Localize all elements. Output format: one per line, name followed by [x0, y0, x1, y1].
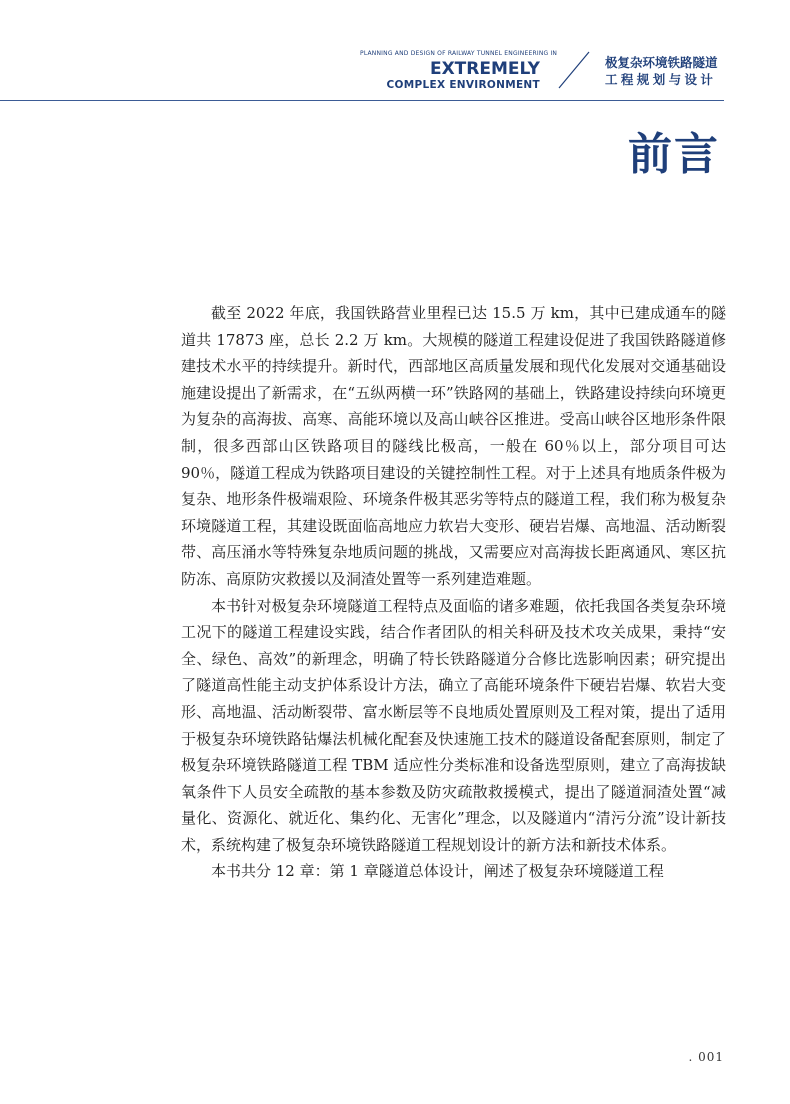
- header-english-line1: PLANNING AND DESIGN OF RAILWAY TUNNEL ENGINEERING IN: [360, 50, 558, 57]
- paragraph-1: 截至 2022 年底，我国铁路营业里程已达 15.5 万 km，其中已建成通车的隧道共 17873 座，总长 2.2 万 km。大规模的隧道工程建设促进了我国铁路隧道修建技术水平的持续提升。新时代，西部地区高质量发展和现代化发展对交通基础设施建设提出了新需求，在“五纵两横一环”铁路网的基础上，铁路建设持续向环境更为复杂的高海拔、高寒、高能环境以及高山峡谷区推进。受高山峡谷区地形条件限制，很多西部山区铁路项目的隧线比极高，一般在 60％以上，部分项目可达 90％，隧道工程成为铁路项目建设的关键控制性工程。对于上述具有地质条件极为复杂、地形条件极端艰险、环境条件极其恶劣等特点的隧道工程，我们称为极复杂环境隧道工程，其建设既面临高地应力软岩大变形、硬岩岩爆、高地温、活动断裂带、高压涌水等特殊复杂地质问题的挑战，又需要应对高海拔长距离通风、寒区抗防冻、高原防灾救援以及洞渣处置等一系列建造难题。: [181, 304, 726, 588]
- paragraph-3: 本书共分 12 章：第 1 章隧道总体设计，阐述了极复杂环境隧道工程: [211, 862, 664, 881]
- header-english-line3: COMPLEX ENVIRONMENT: [386, 79, 540, 91]
- header-slash-divider: [557, 50, 591, 90]
- body-text: [181, 300, 726, 885]
- header-divider-line: [0, 100, 724, 101]
- page-number: . 001: [688, 1050, 724, 1064]
- header-english-line2: EXTREMELY: [429, 59, 540, 79]
- header-chinese-line1: 极复杂环境铁路隧道: [605, 55, 718, 70]
- header-chinese-series-title: [605, 54, 718, 88]
- page-title: 前言: [628, 129, 720, 180]
- header-chinese-line2: 工程规划与设计: [605, 72, 717, 87]
- paragraph-2: 本书针对极复杂环境隧道工程特点及面临的诸多难题，依托我国各类复杂环境工况下的隧道工程建设实践，结合作者团队的相关科研及技术攻关成果，秉持“安全、绿色、高效”的新理念，明确了特长铁路隧道分合修比选影响因素；研究提出了隧道高性能主动支护体系设计方法，确立了高能环境条件下硬岩岩爆、软岩大变形、高地温、活动断裂带、富水断层等不良地质处置原则及工程对策，提出了适用于极复杂环境铁路钻爆法机械化配套及快速施工技术的隧道设备配套原则，制定了极复杂环境铁路隧道工程 TBM 适应性分类标准和设备选型原则，建立了高海拔缺氧条件下人员安全疏散的基本参数及防灾疏散救援模式，提出了隧道洞渣处置“减量化、资源化、就近化、集约化、无害化”理念，以及隧道内“清污分流”设计新技术，系统构建了极复杂环境铁路隧道工程规划设计的新方法和新技术体系。: [181, 596, 726, 854]
- header-english-series-title: [360, 50, 558, 91]
